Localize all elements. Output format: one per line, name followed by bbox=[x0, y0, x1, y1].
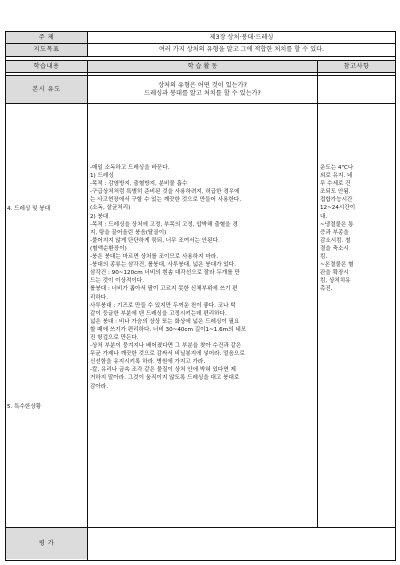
reference-line: 관을 확장시 bbox=[320, 270, 349, 277]
activity-body bbox=[90, 164, 316, 391]
body-line: 는 사고현장에서 구할 수 있는 깨끗한 것으로 만들어 사용한다. bbox=[90, 197, 242, 204]
rule-right bbox=[395, 31, 396, 560]
content-label: 학습내용 bbox=[33, 62, 60, 70]
body-line: 사투붕대 : 기즈로 만들 수 있지만 두꺼운 천이 좋다. 코나 턱 bbox=[90, 302, 236, 309]
motivation-line-2: 드레싱과 붕대를 알고 처치를 할 수 있는가? bbox=[144, 89, 261, 97]
reference-line: ~냉결물은 통 bbox=[320, 221, 354, 228]
reference-line: 12~24시간이 bbox=[320, 205, 356, 212]
objective-label: 지도목표 bbox=[33, 46, 60, 54]
rule-label-col-b bbox=[87, 60, 88, 560]
section-label-dressing: 4. 드레싱 및 붕대 bbox=[7, 206, 51, 212]
body-line: 롤붕대 : 너비가 좁아서 팔이 고르지 못한 신체부위에 쓰기 편 bbox=[90, 286, 238, 293]
body-line: -목적 : 드레싱을 상처에 고정, 부목의 고정, 압박해 출혈을 경 bbox=[90, 221, 238, 228]
reference-line: 결을 축소시 bbox=[320, 245, 349, 252]
section-label-special: 5. 특수한상황 bbox=[7, 404, 42, 410]
body-line: 같이 둥글한 부분에 댄 드레싱을 고정시키는데 편리하다. bbox=[90, 310, 227, 317]
subject-label: 주 제 bbox=[38, 33, 55, 41]
rule-bottom bbox=[5, 560, 396, 561]
body-line: 지, 탕을 끌어올린 붕음(탈골이) bbox=[90, 229, 167, 236]
body-line: 리하다. bbox=[90, 294, 108, 301]
body-line: -풀어지지 않게 단단하게 묶되, 너무 조여서는 안된다. bbox=[90, 237, 220, 244]
reference-line: ~온결물은 혈 bbox=[320, 262, 354, 269]
body-line: 신선함을 유지시키록 하라. 병원에 가지고 가라. bbox=[90, 359, 206, 366]
body-line: 넓은 붕대 : 비나 가슴의 상상 또는 화상에 넓은 드레싱이 필요 bbox=[90, 318, 240, 325]
objective-value: 여러 가지 상처의 유형을 알고 그에 적합한 처치를 할 수 있다. bbox=[158, 46, 325, 54]
body-line: -붕대의 종류는 삼각건, 롤붕대, 사투붕대, 넓은 붕대가 있다. bbox=[90, 262, 236, 269]
reference-line: 조되도 안됨. bbox=[320, 189, 351, 196]
motivation-text bbox=[88, 76, 317, 103]
reference-line: 킴, 상처치유 bbox=[320, 278, 351, 285]
reference-line: 내. bbox=[320, 213, 328, 220]
body-line: 감아라. bbox=[90, 383, 108, 390]
rule-reference-col-b bbox=[317, 103, 318, 527]
body-line: -매일 소독하고 드레싱을 바꾼다. bbox=[90, 165, 170, 171]
body-line: (혈액순환장이) bbox=[90, 245, 127, 252]
body-line: (소독, 살균처리) bbox=[90, 205, 131, 212]
activity-label: 학 습 활 동 bbox=[187, 62, 218, 70]
rule-left bbox=[5, 31, 6, 560]
body-line: -붕은 붕대는 마르면 상처를 조이므로 사용하지 마라. bbox=[90, 254, 218, 261]
rule-2 bbox=[5, 56, 396, 57]
body-line: 드는 것이 이상적이다. bbox=[90, 278, 144, 285]
body-line: -목적 : 감염방지, 출혈방지, 분비물 흡수 bbox=[90, 181, 188, 188]
rule-6 bbox=[5, 103, 396, 104]
body-line: -상처 부분이 뭉겨지나 베어졌다면 그 부분을 찾아 수건과 같은 bbox=[90, 343, 242, 350]
body-line: -칼, 유리나 금속 조각 같은 물질이 상처 안에 박혀 있다면 제 bbox=[90, 367, 236, 374]
reference-line: 킴. bbox=[320, 254, 328, 261]
body-line: 거하지 말아라. 그것이 움직이지 않도록 드레싱을 대고 붕대로 bbox=[90, 375, 240, 382]
subject-value: 제3장 상처·붕대·드레싱 bbox=[209, 33, 274, 41]
body-line: 할 때에 쓰기가 편리하다. 너비 30~40cm 길이1~1.6m의 네모 bbox=[90, 326, 247, 333]
body-line: 2) 붕대 bbox=[90, 213, 109, 220]
evaluation-label: 평 가 bbox=[38, 540, 55, 548]
rule-4 bbox=[5, 72, 396, 73]
reference-line: 무 수세로 건 bbox=[320, 181, 351, 188]
reference-notes bbox=[320, 164, 394, 294]
motivation-label: 본시 유도 bbox=[32, 85, 61, 93]
reference-line: 외로 유지. 네 bbox=[320, 173, 353, 180]
body-line: 삼각건 : 90~120cm 너비의 흰솜 대각선으로 잘라 두개를 만 bbox=[90, 270, 240, 277]
reference-line: 접합가능시간 bbox=[320, 197, 353, 204]
body-line: 무균 가제나 깨끗한 것으로 감싸서 비닐봉지에 넣어라. 얼음으로 bbox=[90, 351, 245, 358]
reference-line: 감소시킴. 철 bbox=[320, 237, 351, 244]
reference-line: 촉진. bbox=[320, 286, 333, 293]
body-line: 1) 드레싱 bbox=[90, 173, 114, 180]
body-line: -구급상처처럼 특별히 준비된 것을 사용하려지, 허급한 경우에 bbox=[90, 189, 240, 196]
reference-label: 참고사항 bbox=[343, 62, 370, 70]
reference-line: 증과 부종을 bbox=[320, 229, 349, 236]
body-line: 진 헝겊으로 만든다. bbox=[90, 334, 139, 341]
reference-line: 운도는 4℃나 bbox=[320, 165, 354, 171]
motivation-line-1: 상처의 유형은 어떤 것이 있는가? bbox=[158, 82, 247, 90]
